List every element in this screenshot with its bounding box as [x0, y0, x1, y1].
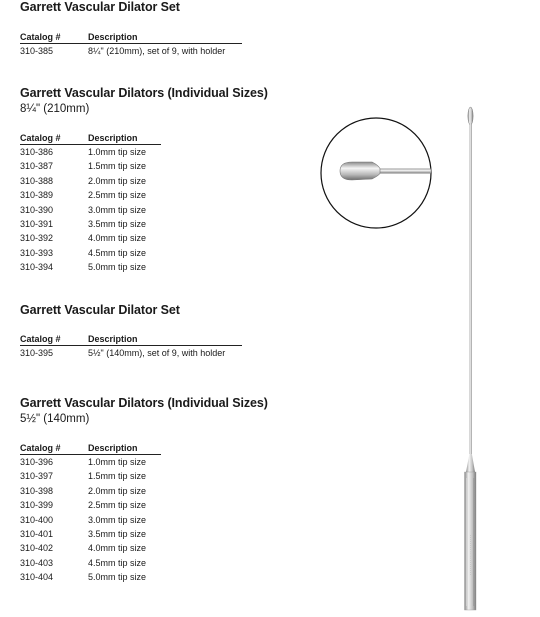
- catalog-number: 310-402: [20, 543, 54, 554]
- section-subtitle: 5½" (140mm): [20, 413, 90, 425]
- catalog-number: 310-404: [20, 572, 54, 583]
- catalog-number: 310-398: [20, 485, 54, 496]
- item-description: 5.0mm tip size: [88, 262, 147, 273]
- item-description: 5.0mm tip size: [88, 572, 147, 583]
- catalog-number: 310-403: [20, 557, 54, 568]
- item-description: 8¼" (210mm), set of 9, with holder: [88, 46, 226, 56]
- catalog-number: 310-396: [20, 457, 54, 467]
- catalog-number: 310-385: [20, 46, 54, 56]
- section-title: Garrett Vascular Dilators (Individual Sizes): [20, 86, 268, 100]
- catalog-column-header: Catalog #: [20, 31, 88, 44]
- catalog-column-header: Catalog #: [20, 333, 88, 346]
- item-description: 1.5mm tip size: [88, 161, 147, 172]
- item-description: 4.0mm tip size: [88, 233, 147, 244]
- item-description: 3.5mm tip size: [88, 529, 147, 540]
- dilator-tip-magnified-icon: [321, 118, 438, 228]
- catalog-number: 310-394: [20, 262, 54, 273]
- item-description: 2.5mm tip size: [88, 500, 147, 511]
- catalog-number: 310-387: [20, 161, 54, 172]
- dilator-instrument-icon: [465, 107, 477, 610]
- handle-engraving: · · · · · · · · · · · · · · · · · · · ·: [468, 534, 473, 576]
- item-description: 4.5mm tip size: [88, 247, 147, 258]
- item-description: 3.5mm tip size: [88, 219, 147, 230]
- section-title: Garrett Vascular Dilators (Individual Sizes): [20, 396, 268, 410]
- item-description: 2.0mm tip size: [88, 485, 147, 496]
- catalog-number: 310-389: [20, 190, 54, 201]
- section-title: Garrett Vascular Dilator Set: [20, 303, 180, 317]
- item-description: 1.0mm tip size: [88, 147, 147, 157]
- item-description: 4.5mm tip size: [88, 557, 147, 568]
- catalog-number: 310-397: [20, 471, 54, 482]
- catalog-number: 310-392: [20, 233, 54, 244]
- catalog-number: 310-395: [20, 348, 54, 358]
- description-column-header: Description: [88, 333, 242, 346]
- catalog-number: 310-390: [20, 204, 54, 215]
- description-column-header: Description: [88, 132, 161, 145]
- catalog-number: 310-400: [20, 514, 54, 525]
- item-description: 2.0mm tip size: [88, 175, 147, 186]
- item-description: 4.0mm tip size: [88, 543, 147, 554]
- item-description: 1.0mm tip size: [88, 457, 147, 467]
- description-column-header: Description: [88, 442, 161, 455]
- catalog-number: 310-399: [20, 500, 54, 511]
- description-column-header: Description: [88, 31, 242, 44]
- item-description: 2.5mm tip size: [88, 190, 147, 201]
- catalog-number: 310-386: [20, 147, 54, 157]
- catalog-number: 310-391: [20, 219, 54, 230]
- catalog-column-header: Catalog #: [20, 132, 88, 145]
- section-subtitle: 8¼" (210mm): [20, 103, 90, 115]
- catalog-number: 310-388: [20, 175, 54, 186]
- item-description: 3.0mm tip size: [88, 204, 147, 215]
- item-description: 3.0mm tip size: [88, 514, 147, 525]
- item-description: 5½" (140mm), set of 9, with holder: [88, 348, 226, 358]
- catalog-number: 310-401: [20, 529, 54, 540]
- section-title: Garrett Vascular Dilator Set: [20, 0, 180, 14]
- item-description: 1.5mm tip size: [88, 471, 147, 482]
- catalog-column-header: Catalog #: [20, 442, 88, 455]
- catalog-number: 310-393: [20, 247, 54, 258]
